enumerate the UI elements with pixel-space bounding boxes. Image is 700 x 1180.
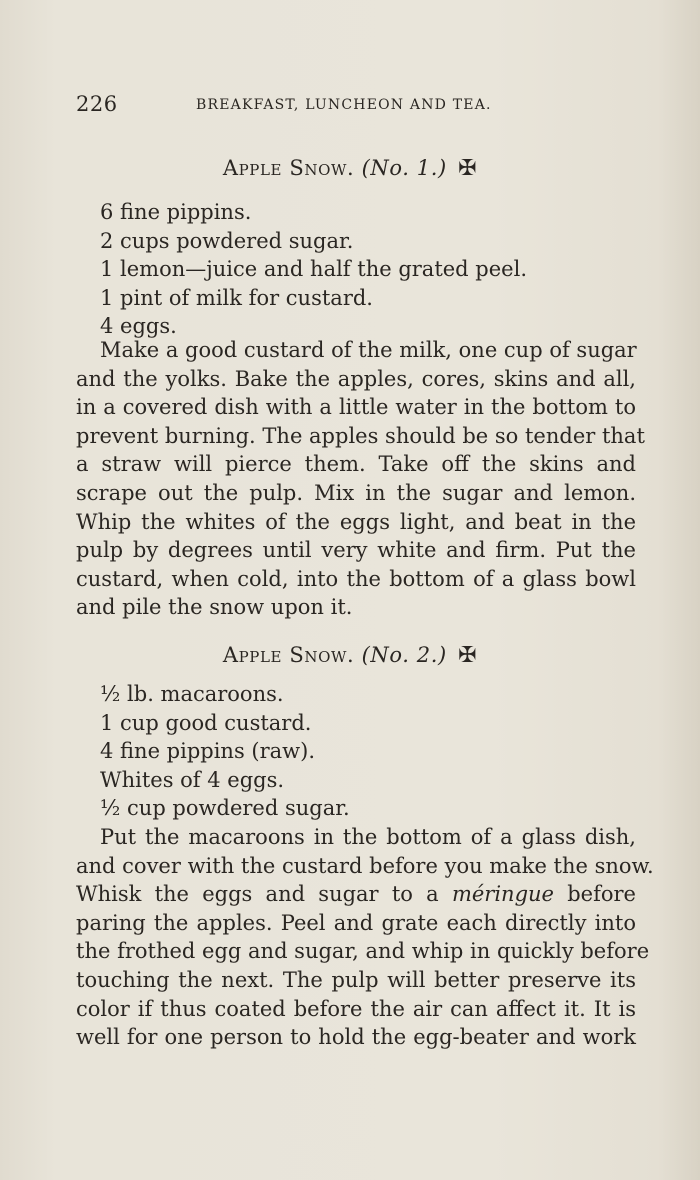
ingredient: 2 cups powdered sugar. <box>100 228 354 253</box>
text-line: well for one person to hold the egg-beater and work <box>76 1025 636 1050</box>
italic-term: méringue <box>451 882 554 907</box>
ingredient: Whites of 4 eggs. <box>100 767 285 792</box>
text-line: Make a good custard of the milk, one cup of sugar <box>100 338 637 362</box>
recipe-title-apple-snow-1 <box>0 156 700 181</box>
recipe-title-text: Apple Snow. <box>222 156 355 180</box>
ingredient-list-2 <box>100 680 350 823</box>
text-line: pulp by degrees until very white and firm. Put the <box>76 538 636 563</box>
ingredient: 1 pint of milk for custard. <box>100 285 373 310</box>
recipe-number: (No. 1.) <box>361 156 447 180</box>
ingredient: 4 eggs. <box>100 314 177 339</box>
recipe-number: (No. 2.) <box>361 643 447 667</box>
text-line: paring the apples. Peel and grate each directly into <box>76 910 636 935</box>
recipe-directions-1 <box>76 336 645 622</box>
recipe-directions-2 <box>76 823 654 1052</box>
running-head: BREAKFAST, LUNCHEON AND TEA. <box>196 97 492 113</box>
text-line: Put the macaroons in the bottom of a glass dish, <box>100 825 636 849</box>
text-line: in a covered dish with a little water in the bottom to <box>76 395 636 420</box>
text-line-with-italic <box>76 880 636 909</box>
text-line: touching the next. The pulp will better preserve its <box>76 967 636 992</box>
cross-mark-icon: ✠ <box>458 643 478 668</box>
page-header <box>76 92 636 120</box>
text-line: prevent burning. The apples should be so tender that <box>76 423 645 448</box>
text-line: and cover with the custard before you make the snow. <box>76 853 654 878</box>
text-line: Whip the whites of the eggs light, and beat in the <box>76 509 636 534</box>
text-line: and pile the snow upon it. <box>76 595 353 620</box>
cross-mark-icon: ✠ <box>458 156 478 181</box>
text-run: Whisk the eggs and sugar to a <box>76 882 452 907</box>
text-line: scrape out the pulp. Mix in the sugar and lemon. <box>76 480 636 505</box>
recipe-title-text: Apple Snow. <box>222 643 355 667</box>
ingredient: 1 lemon—juice and half the grated peel. <box>100 257 527 282</box>
ingredient: 6 fine pippins. <box>100 200 252 224</box>
text-run: before <box>553 882 636 907</box>
text-line: and the yolks. Bake the apples, cores, skins and all, <box>76 366 636 391</box>
ingredient: 4 fine pippins (raw). <box>100 739 316 764</box>
text-line: custard, when cold, into the bottom of a glass bowl <box>76 566 636 591</box>
ingredient: ½ cup powdered sugar. <box>100 796 350 821</box>
text-line: color if thus coated before the air can affect it. It is <box>76 996 636 1021</box>
page-number: 226 <box>76 92 118 116</box>
text-line: a straw will pierce them. Take off the skins and <box>76 452 636 477</box>
text-line: the frothed egg and sugar, and whip in quickly before <box>76 939 650 964</box>
ingredient-list-1 <box>100 198 527 341</box>
ingredient: 1 cup good custard. <box>100 710 312 735</box>
ingredient: ½ lb. macaroons. <box>100 682 284 706</box>
recipe-title-apple-snow-2 <box>0 643 700 668</box>
